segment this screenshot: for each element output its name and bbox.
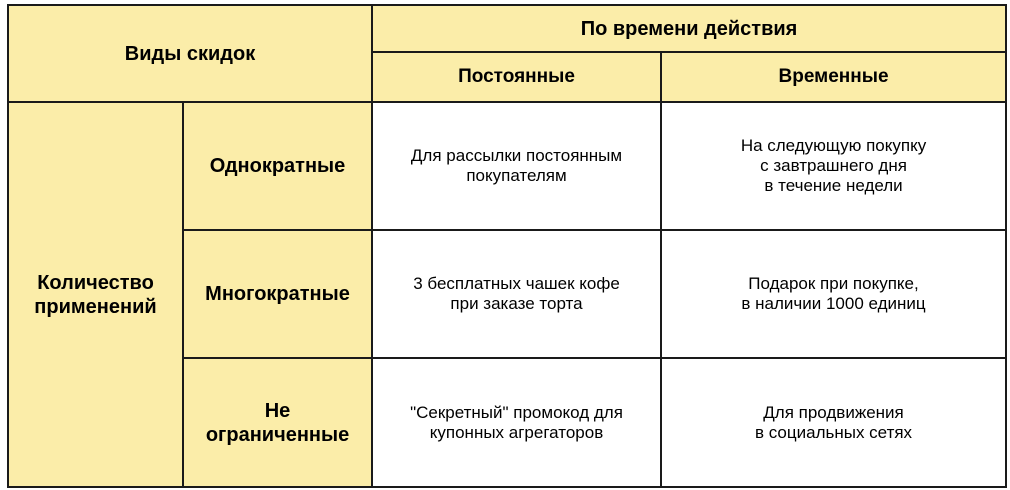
cell-unlimited-temporary bbox=[661, 358, 1006, 487]
row-label-line: Многократные bbox=[205, 283, 350, 305]
row-label-line: Однократные bbox=[209, 155, 346, 177]
cell-line: На следующую покупку bbox=[740, 136, 927, 155]
cell-single-permanent bbox=[372, 102, 661, 230]
corner-title: Виды скидок bbox=[8, 5, 372, 102]
cell-line: "Секретный" промокод для bbox=[410, 402, 623, 422]
row-label-multiple bbox=[183, 230, 372, 358]
row-group-header bbox=[8, 102, 183, 487]
cell-line: 3 бесплатных чашек кофе bbox=[413, 274, 620, 293]
row-group-header-line: применений bbox=[34, 295, 157, 318]
cell-line: при заказе торта bbox=[450, 294, 583, 313]
cell-single-temporary bbox=[661, 102, 1006, 230]
cell-line: купонных агрегаторов bbox=[429, 422, 604, 442]
cell-line: в социальных сетях bbox=[754, 422, 913, 442]
cell-line: Для рассылки постоянным bbox=[410, 146, 623, 165]
column-header-temporary: Временные bbox=[661, 52, 1006, 102]
cell-line: покупателям bbox=[466, 166, 567, 185]
cell-multiple-temporary bbox=[661, 230, 1006, 358]
row-label-single bbox=[183, 102, 372, 230]
row-label-unlimited bbox=[183, 358, 372, 487]
column-header-permanent: Постоянные bbox=[372, 52, 661, 102]
cell-line: с завтрашнего дня bbox=[760, 156, 907, 175]
cell-multiple-permanent bbox=[372, 230, 661, 358]
row-label-line: Не bbox=[264, 399, 291, 422]
cell-unlimited-permanent bbox=[372, 358, 661, 487]
cell-line: в наличии 1000 единиц bbox=[741, 294, 926, 313]
duration-header: По времени действия bbox=[372, 5, 1006, 52]
row-group-header-line: Количество bbox=[37, 271, 154, 294]
row-label-line: ограниченные bbox=[205, 423, 350, 446]
cell-line: в течение недели bbox=[764, 176, 903, 195]
cell-line: Подарок при покупке, bbox=[748, 274, 919, 293]
discount-types-table bbox=[7, 4, 1007, 488]
cell-line: Для продвижения bbox=[763, 402, 904, 422]
